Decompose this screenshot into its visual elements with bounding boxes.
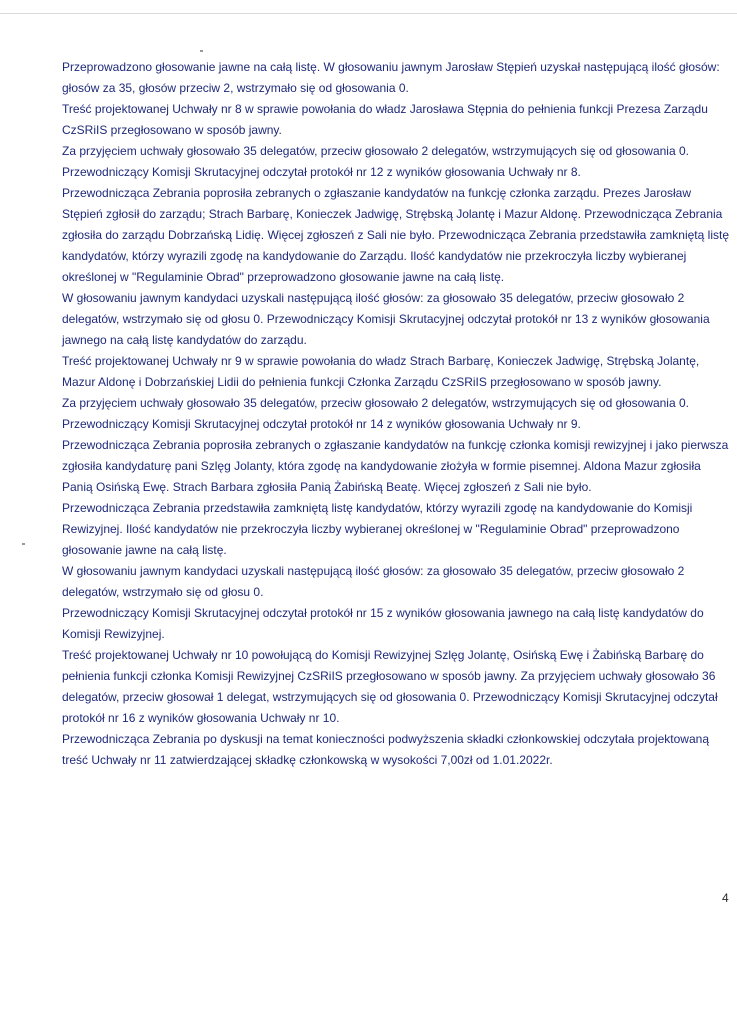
paragraph: Przewodnicząca Zebrania poprosiła zebranych o zgłaszanie kandydatów na funkcję członka komisji rewizyjnej i jako pierwsza zgłosiła kandydaturę pani Szlęg Jolanty, która zgodę na kandydowanie złożyła w formie pisemnej. Aldona Mazur zgłosiła Panią Osińską Ewę. Strach Barbara zgłosiła Panią Żabińską Beatę. Więcej zgłoszeń z Sali nie było.	[62, 438, 729, 494]
paragraph: Za przyjęciem uchwały głosowało 35 delegatów, przeciw głosowało 2 delegatów, wstrzymujących się od głosowania 0.	[62, 144, 689, 158]
paragraph: Przeprowadzono głosowanie jawne na całą listę. W głosowaniu jawnym Jarosław Stępień uzyskał następującą ilość głosów: głosów za 35, głosów przeciw 2, wstrzymało się od głosowania 0.	[62, 60, 720, 95]
paragraph: Treść projektowanej Uchwały nr 10 powołującą do Komisji Rewizyjnej Szlęg Jolantę, Osińską Ewę i Żabińską Barbarę do pełnienia funkcji członka Komisji Rewizyjnej CzSRiIS przegłosowano w sposób jawny. Za przyjęciem uchwały głosowało 36 delegatów, przeciw głosował 1 delegat, wstrzymujących się od głosowania 0. Przewodniczący Komisji Skrutacyjnej odczytał protokół nr 16 z wyników głosowania Uchwały nr 10.	[62, 648, 718, 725]
paragraph: Przewodniczący Komisji Skrutacyjnej odczytał protokół nr 15 z wyników głosowania jawnego na całą listę kandydatów do Komisji Rewizyjnej.	[62, 606, 704, 641]
scan-speck	[200, 50, 203, 52]
paragraph: W głosowaniu jawnym kandydaci uzyskali następującą ilość głosów: za głosowało 35 delegatów, przeciw głosowało 2 delegatów, wstrzymało się od głosu 0.	[62, 564, 685, 599]
document-body	[62, 57, 734, 771]
scan-speck	[22, 543, 25, 545]
paragraph: Za przyjęciem uchwały głosowało 35 delegatów, przeciw głosowało 2 delegatów, wstrzymujących się od głosowania 0.	[62, 396, 689, 410]
paragraph: W głosowaniu jawnym kandydaci uzyskali następującą ilość głosów: za głosowało 35 delegatów, przeciw głosowało 2 delegatów, wstrzymało się od głosu 0. Przewodniczący Komisji Skrutacyjnej odczytał protokół nr 13 z wyników głosowania jawnego na całą listę kandydatów do zarządu.	[62, 291, 710, 347]
paragraph: Przewodnicząca Zebrania poprosiła zebranych o zgłaszanie kandydatów na funkcję członka zarządu. Prezes Jarosław Stępień zgłosił do zarządu; Strach Barbarę, Konieczek Jadwigę, Strębską Jolantę i Mazur Aldonę. Przewodnicząca Zebrania zgłosiła do zarządu Dobrzańską Lidię. Więcej zgłoszeń z Sali nie było. Przewodnicząca Zebrania przedstawiła zamkniętą listę kandydatów, którzy wyrazili zgodę na kandydowanie do Zarządu. Ilość kandydatów nie przekroczyła liczby wybieranej określonej w "Regulaminie Obrad" przeprowadzono głosowanie jawne na całą listę.	[62, 186, 729, 284]
paragraph: Przewodniczący Komisji Skrutacyjnej odczytał protokół nr 12 z wyników głosowania Uchwały nr 8.	[62, 165, 581, 179]
paragraph: Przewodnicząca Zebrania przedstawiła zamkniętą listę kandydatów, którzy wyrazili zgodę na kandydowanie do Komisji Rewizyjnej. Ilość kandydatów nie przekroczyła liczby wybieranej określonej w "Regulaminie Obrad" przeprowadzono głosowanie jawne na całą listę.	[62, 501, 693, 557]
paragraph: Treść projektowanej Uchwały nr 8 w sprawie powołania do władz Jarosława Stępnia do pełnienia funkcji Prezesa Zarządu CzSRiIS przegłosowano w sposób jawny.	[62, 102, 708, 137]
scan-edge-line	[0, 13, 737, 14]
paragraph: Przewodniczący Komisji Skrutacyjnej odczytał protokół nr 14 z wyników głosowania Uchwały nr 9.	[62, 417, 581, 431]
paragraph: Treść projektowanej Uchwały nr 9 w sprawie powołania do władz Strach Barbarę, Konieczek Jadwigę, Strębską Jolantę, Mazur Aldonę i Dobrzańskiej Lidii do pełnienia funkcji Członka Zarządu CzSRiIS przegłosowano w sposób jawny.	[62, 354, 700, 389]
page-number: 4	[722, 891, 729, 905]
paragraph: Przewodnicząca Zebrania po dyskusji na temat konieczności podwyższenia składki członkowskiej odczytała projektowaną treść Uchwały nr 11 zatwierdzającej składkę członkowską w wysokości 7,00zł od 1.01.2022r.	[62, 732, 709, 767]
